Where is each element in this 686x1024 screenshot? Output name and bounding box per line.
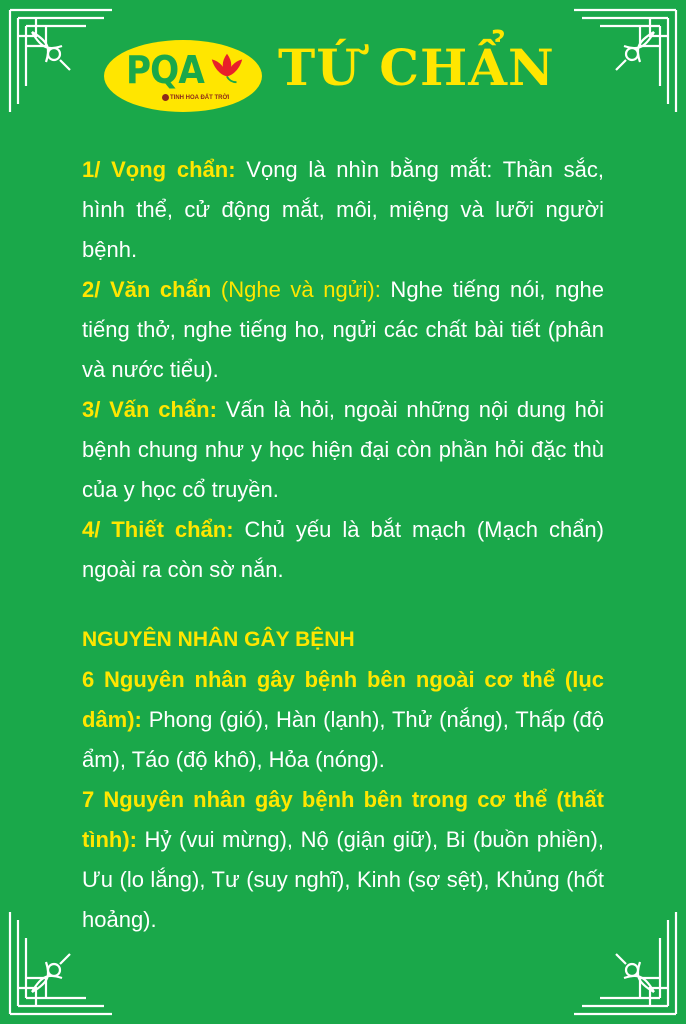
item-label: 7 Nguyên nhân gây bệnh bên trong cơ thể (thất tình): xyxy=(82,787,604,852)
item-text: Vấn là hỏi, ngoài những nội dung hỏi bệnh chung như y học hiện đại còn phần hỏi đặc thù của y học cổ truyền. xyxy=(82,397,605,502)
item-label: 3/ Vấn chẩn: xyxy=(82,397,217,422)
logo-emblem-icon xyxy=(162,94,169,101)
content-body xyxy=(82,150,604,940)
item-label: 4/ Thiết chẩn: xyxy=(82,517,234,542)
corner-ornament-top-left xyxy=(6,6,116,116)
item-label: 6 Nguyên nhân gây bệnh bên ngoài cơ thể (lục dâm): xyxy=(82,667,604,732)
item-text: Vọng là nhìn bằng mắt: Thần sắc, hình thể, cử động mắt, môi, miệng và lưỡi người bệnh. xyxy=(82,157,604,262)
page-title: TỨ CHẨN xyxy=(278,38,555,97)
lotus-icon xyxy=(208,48,246,86)
item-text: Phong (gió), Hàn (lạnh), Thử (nắng), Thấp (độ ẩm), Táo (độ khô), Hỏa (nóng). xyxy=(82,707,604,772)
list-item xyxy=(82,660,604,780)
item-note: (Nghe và ngửi): xyxy=(211,277,381,302)
list-item xyxy=(82,150,604,270)
item-label: 1/ Vọng chẩn: xyxy=(82,157,236,182)
item-text: Chủ yếu là bắt mạch (Mạch chẩn) ngoài ra còn sờ nắn. xyxy=(82,517,604,582)
logo-brand-text: PQA xyxy=(126,48,204,92)
corner-ornament-top-right xyxy=(570,6,680,116)
list-item xyxy=(82,780,604,940)
brand-logo xyxy=(104,40,262,112)
logo-slogan: TINH HOA ĐẤT TRỜI xyxy=(170,95,230,101)
item-text: Hỷ (vui mừng), Nộ (giận giữ), Bi (buồn phiền), Ưu (lo lắng), Tư (suy nghĩ), Kinh (sợ sệt), Khủng (hốt hoảng). xyxy=(82,827,604,932)
item-label: 2/ Văn chẩn xyxy=(82,277,212,302)
list-item xyxy=(82,270,604,390)
list-item xyxy=(82,390,604,510)
section-heading: NGUYÊN NHÂN GÂY BỆNH xyxy=(82,628,355,651)
item-text: Nghe tiếng nói, nghe tiếng thở, nghe tiếng ho, ngửi các chất bài tiết (phân và nước tiểu). xyxy=(82,277,604,382)
list-item xyxy=(82,510,604,590)
